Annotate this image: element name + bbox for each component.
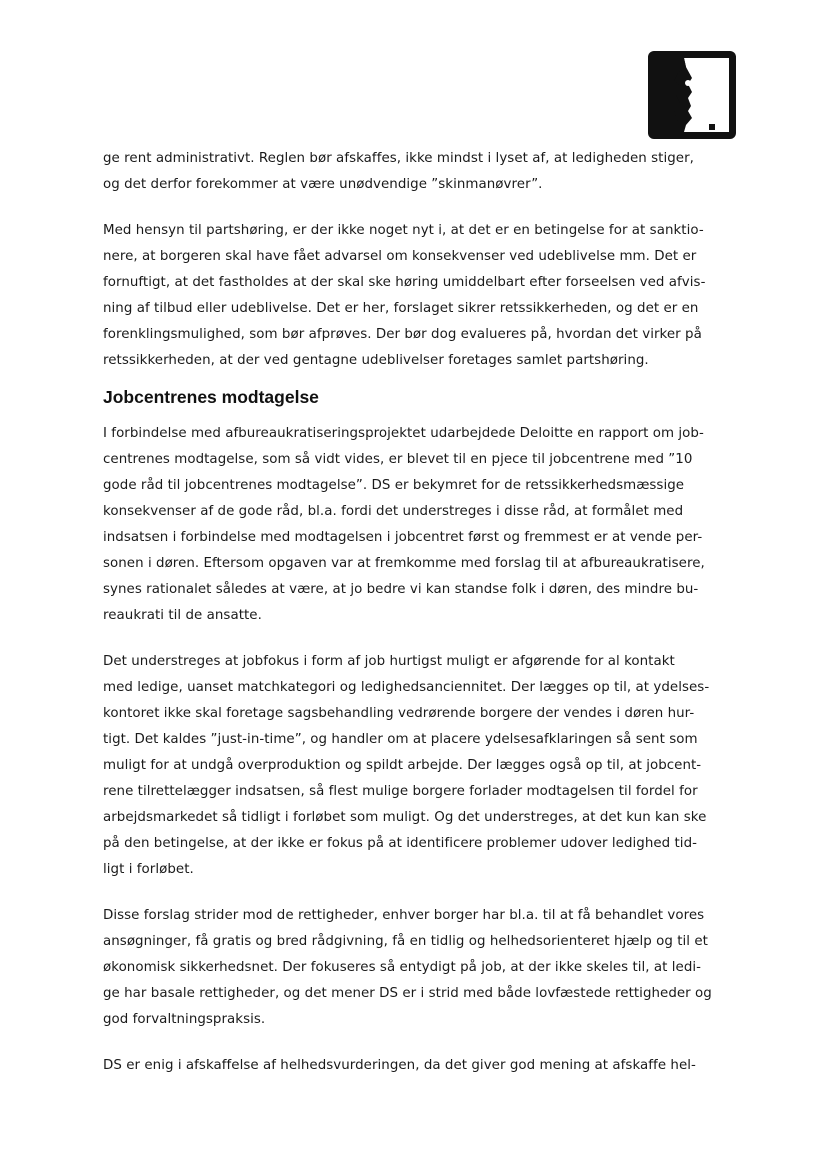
text-line: og det derfor forekommer at være unødvendige ”skinmanøvrer”.: [103, 177, 543, 192]
text-line: ning af tilbud eller udeblivelse. Det er her, forslaget sikrer retssikkerheden, og det er en: [103, 301, 699, 316]
text-line: I forbindelse med afbureaukratiseringsprojektet udarbejdede Deloitte en rapport om job-: [103, 426, 704, 441]
text-line: fornuftigt, at det fastholdes at der skal ske høring umiddelbart efter forseelsen ved afvis-: [103, 275, 706, 290]
text-line: muligt for at undgå overproduktion og spildt arbejde. Der lægges også op til, at jobcent-: [103, 758, 702, 773]
paragraph-deloitte-report: [103, 421, 743, 629]
paragraph-rettigheder: [103, 903, 743, 1033]
text-line: tigt. Det kaldes ”just-in-time”, og handler om at placere ydelsesafklaringen så sent som: [103, 732, 698, 747]
text-line: rene tilrettelægger indsatsen, så flest mulige borgere forlader modtagelsen til fordel for: [103, 784, 698, 799]
text-line: sonen i døren. Eftersom opgaven var at fremkomme med forslag til at afbureaukratisere,: [103, 556, 705, 571]
logo-dot: [709, 124, 715, 130]
text-line: DS er enig i afskaffelse af helhedsvurderingen, da det giver god mening at afskaffe hel-: [103, 1058, 696, 1073]
text-line: på den betingelse, at der ikke er fokus på at identificere problemer udover ledighed tid-: [103, 836, 698, 851]
text-line: ge har basale rettigheder, og det mener DS er i strid med både lovfæstede rettigheder og: [103, 986, 712, 1001]
text-line: god forvaltningspraksis.: [103, 1012, 266, 1027]
document-body: [103, 146, 743, 1079]
text-line: arbejdsmarkedet så tidligt i forløbet som muligt. Og det understreges, at det kun kan ske: [103, 810, 707, 825]
text-line: kontoret ikke skal foretage sagsbehandling vedrørende borgere der vendes i døren hur-: [103, 706, 695, 721]
brand-logo: [648, 51, 736, 139]
text-line: Med hensyn til partshøring, er der ikke noget nyt i, at det er en betingelse for at sanktio-: [103, 223, 704, 238]
paragraph-helhedsvurdering: [103, 1053, 743, 1079]
paragraph-jobfokus: [103, 649, 743, 883]
text-line: konsekvenser af de gode råd, bl.a. fordi det understreges i disse råd, at formålet med: [103, 504, 684, 519]
text-line: ge rent administrativt. Reglen bør afskaffes, ikke mindst i lyset af, at ledigheden stiger,: [103, 151, 694, 166]
text-line: indsatsen i forbindelse med modtagelsen i jobcentret først og fremmest er at vende per-: [103, 530, 703, 545]
text-line: Disse forslag strider mod de rettigheder, enhver borger har bl.a. til at få behandlet vores: [103, 908, 705, 923]
text-line: synes rationalet således at være, at jo bedre vi kan standse folk i døren, des mindre bu-: [103, 582, 699, 597]
face-profile-icon: [648, 51, 736, 139]
text-line: med ledige, uanset matchkategori og ledighedsanciennitet. Der lægges op til, at ydelses-: [103, 680, 710, 695]
text-line: retssikkerheden, at der ved gentagne udeblivelser foretages samlet partshøring.: [103, 353, 649, 368]
paragraph-partshoering: [103, 218, 743, 374]
logo-eye: [685, 80, 691, 86]
text-line: økonomisk sikkerhedsnet. Der fokuseres så entydigt på job, at der ikke skeles til, at ledi-: [103, 960, 702, 975]
text-line: ligt i forløbet.: [103, 862, 194, 877]
text-line: reaukrati til de ansatte.: [103, 608, 262, 623]
section-heading: Jobcentrenes modtagelse: [103, 387, 319, 407]
text-line: Det understreges at jobfokus i form af job hurtigst muligt er afgørende for al kontakt: [103, 654, 675, 669]
text-line: nere, at borgeren skal have fået advarsel om konsekvenser ved udeblivelse mm. Det er: [103, 249, 697, 264]
paragraph-admin-rule: [103, 146, 743, 198]
text-line: centrenes modtagelse, som så vidt vides, er blevet til en pjece til jobcentrene med ”10: [103, 452, 693, 467]
text-line: ansøgninger, få gratis og bred rådgivning, få en tidlig og helhedsorienteret hjælp og til et: [103, 934, 708, 949]
logo-face-light: [684, 58, 729, 132]
text-line: forenklingsmulighed, som bør afprøves. Der bør dog evalueres på, hvordan det virker på: [103, 327, 702, 342]
text-line: gode råd til jobcentrenes modtagelse”. DS er bekymret for de retssikkerhedsmæssige: [103, 478, 685, 493]
